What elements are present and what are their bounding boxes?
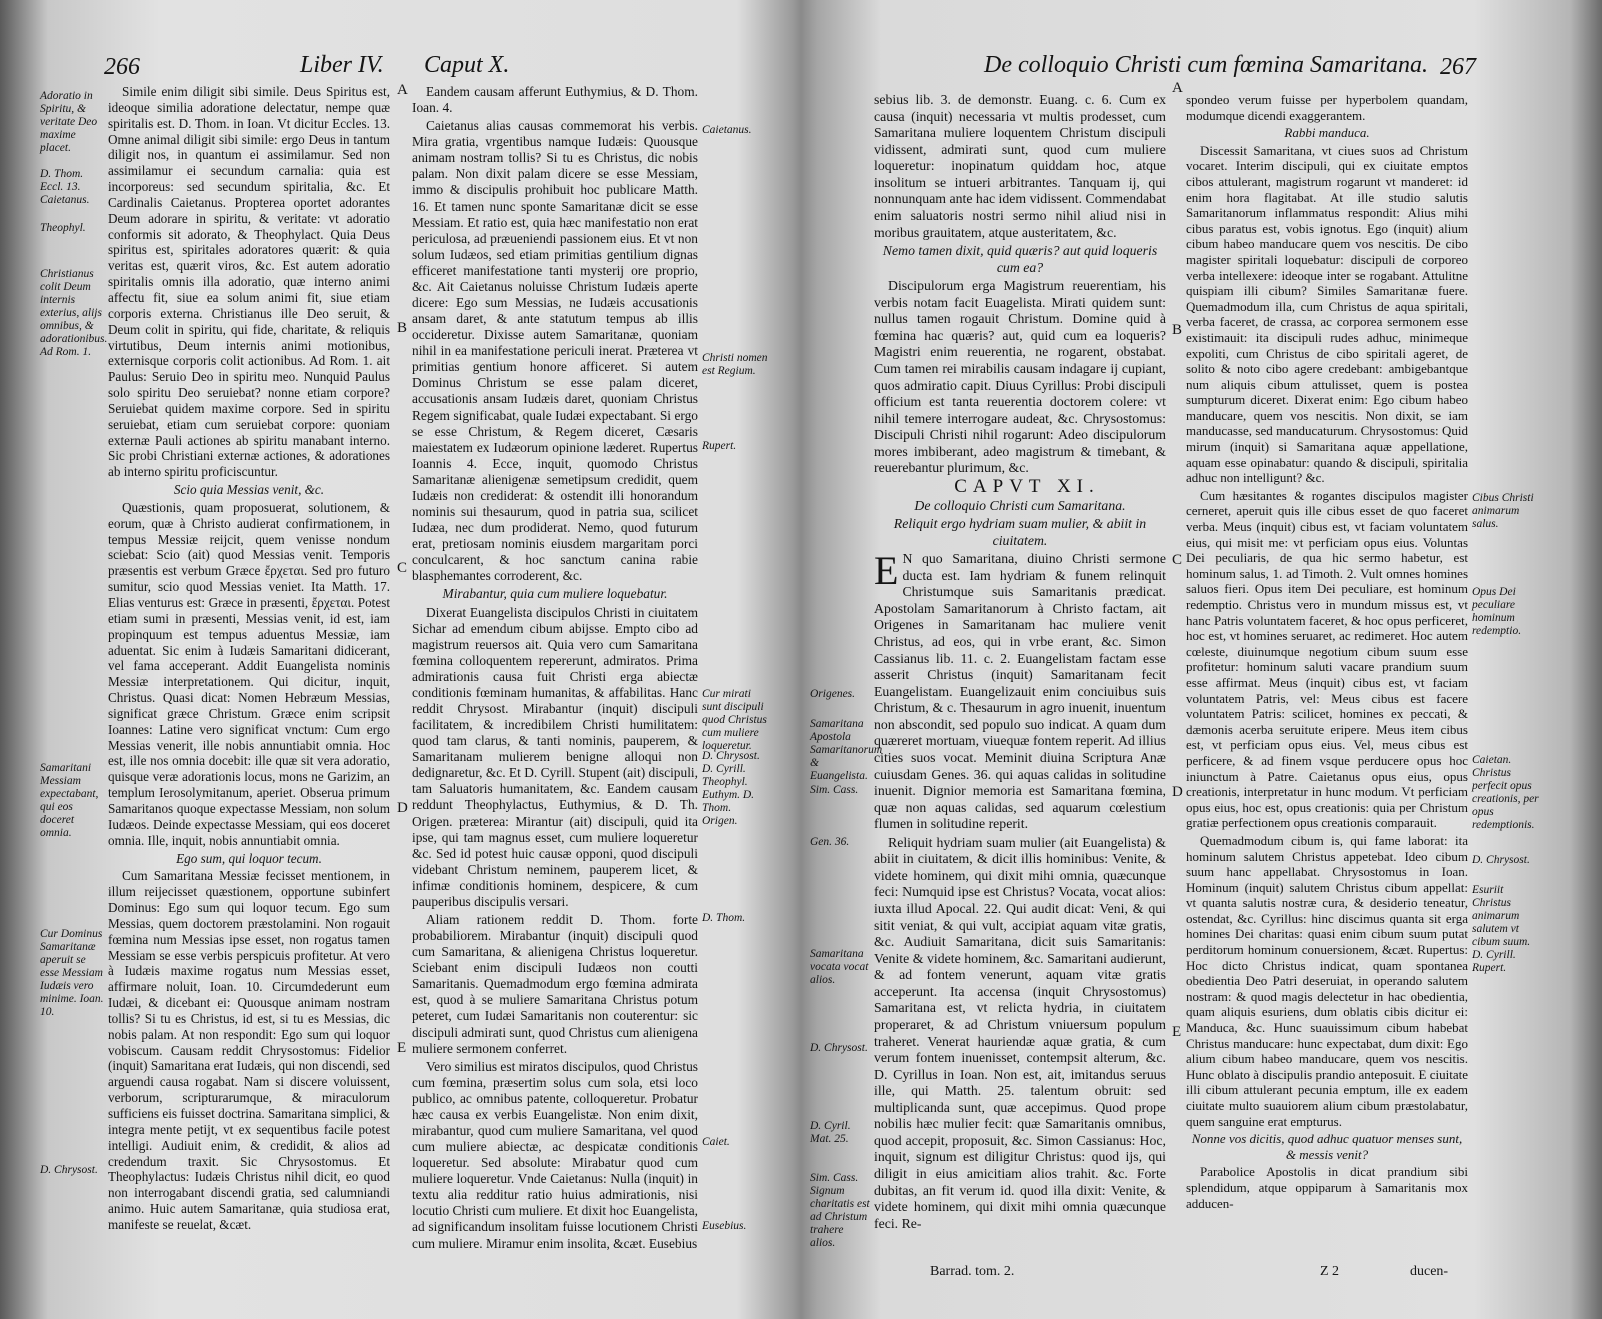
paragraph xyxy=(412,1059,698,1252)
paragraph xyxy=(1186,143,1468,486)
text: Discipulorum erga Magistrum reuerentiam, his verbis notam facit Euagelista. Mirati quidem sunt: nullus tamen rogauit Christum. Domine quid à fœmina hac quæris? aut, quid cum ea loqueris? Magistri enim reuerentia, ne rogarent, obstabat. Cum tamen rei mirabilis causam indagare ij cupiant, quos admiratio capit. Diuus Cyrillus: Probi discipuli officium est tanta reuerentia doctorem colere: vt nihil temere interrogare audeat, &c. Chrysostomus: Discipuli Christi nihil rogarunt: Adeo discipulorum mores imbiberant, adeo magistrum & timebant, & reuerebantur plurimum, &c. xyxy=(874,278,1166,476)
paragraph xyxy=(1186,488,1468,831)
left-page xyxy=(0,0,790,1319)
text: Quemadmodum cibum is, qui fame laborat: ita hominum salutem Christus appetebat. Ideo cibum suum hanc appellabat. Chrysostomus in Ioan. Hominum (inquit) salutem Christus cibum appellat: vt quanta salutis nostræ cura, & desiderio teneatur, ostendat, &c. Cyrillus: hinc discimus quanta sit erga homines Dei charitas: quasi enim cibum suum putat perditorum hominum conuersionem, &cæt. Rupertus: Hoc dicto Christus indicat, quam spontanea obedientia Deo Patri deseruiat, in operando salutem nostram: & quod magis delectetur in hac obedientia, quam aliquis esuriens, dum oblatis cibis dicitur ei: Manduca, &c. Hunc suauissimum cibum habebat Christus manducare: hunc expectabat, dum dixit: Ego alium cibum habeo manducare, quem vos nescitis. Hunc oblato à discipulis prandio anteposuit. E ciuitate illi cibum attulerant pecunia emptum, ille ex eadem ciuitate multo suauiorem alium cibum præstolabatur, quem sanguine erat empturus. xyxy=(1186,832,1468,1129)
paragraph xyxy=(1186,1164,1468,1211)
margin-note: Christianus colit Deum internis exterius, alijs omnibus, & adorationibus. Ad Rom. 1. xyxy=(40,268,108,358)
section-letter: D xyxy=(397,800,408,816)
margin-note: Caietan. Christus perfecit opus creationis, per opus redemptionis. xyxy=(1472,754,1539,831)
text-column-inner xyxy=(874,92,1166,1234)
paragraph xyxy=(874,278,1166,477)
margin-note: Sim. Cass. Signum charitatis est ad Christum trahere alios. xyxy=(810,1172,870,1249)
margin-note: Samaritani Messiam expectabant, qui eos doceret omnia. xyxy=(40,762,99,839)
text-column-inner xyxy=(412,84,698,1254)
quire-mark: Z 2 xyxy=(1320,1264,1340,1279)
margin-note: Sim. Cass. xyxy=(810,784,859,796)
section-heading xyxy=(108,482,390,498)
text: Simile enim diligit sibi simile. Deus Spiritus est, ideoque similia adoratione delectatur, nempe quæ spiritalis est. D. Thom. in Ioan. Vt dicitur Eccles. 13. Omne animal diligit sibi simile: ergo Deus in tantum diligit nos, in quantum ei assimilamur. Sed non assimilamur ei secundum carnalia: quia est incorporeus: sed secundum spiritalia, &c. Et Cardinalis Caietanus. Propterea oportet adorantes Deum adorare in spiritu, & veritate: vt adoratio conformis sit adorato, & Theophylact. Quia Deus spiritus est, spiritales adoratores quærit: & quia veritas est, quærit viros, &c. Est autem adoratio spiritalis omnis illa adoratio, quæ interno animi affectu fit, siue ea solum animi fit, siue etiam corporis externa. Christianus ille Deo seruit, & Deum colit in spiritu, qui fide, charitate, & reliquis virtutibus, Deum internis animi motionibus, externisque corporis colit actionibus. Ad Rom. 1. ait Paulus: Seruio Deo in spiritu meo. Nunquid Paulus solo spiritu Deo seruiebat? nonne etiam corpore? Seruiebat quidem maxime corpore. Sed in spiritu seruiebat, etiam cum seruiebat corpore: quoniam externæ Pauli actiones ab spiritu manabant interno. Sic probi Christiani externæ actiones, & adorationes ab interno spiritu proficiscuntur. xyxy=(108,84,390,480)
margin-note: Opus Dei peculiare hominum redemptio. xyxy=(1472,586,1522,637)
text: De colloquio Christi cum Samaritana. xyxy=(914,497,1126,513)
margin-note: Christi nomen est Regium. xyxy=(702,352,768,377)
page-number: 267 xyxy=(1440,54,1476,80)
margin-note: Origenes. xyxy=(810,688,856,700)
text: Aliam rationem reddit D. Thom. forte probabiliorem. Mirabantur (inquit) discipuli quod cum Samaritana, & alienigena Christus loqueretur. Sciebant enim discipuli Iudæos non coutti Samaritanis. Quemadmodum ergo fœmina admirata est, quod à se muliere Samaritana Christus potum peteret, cum Iudæi Samaritanis non couterentur: sic discipuli admirati sunt, quod Christus cum alienigena muliere sermonem conferret. xyxy=(412,911,698,1056)
text: Ego sum, qui loquor tecum. xyxy=(176,850,322,866)
section-heading xyxy=(412,586,698,602)
section-heading xyxy=(874,498,1166,515)
text: Reliquit ergo hydriam suam mulier, & abiit in ciuitatem. xyxy=(893,516,1147,548)
paragraph xyxy=(1186,92,1468,123)
margin-note: D. Chrysost. xyxy=(40,1164,98,1176)
text: Vero similius est miratos discipulos, quod Christus cum fœmina, præsertim solus cum sola, etsi loco publico, ac omnibus patente, colloqueretur. Probatur hæc causa ex verbis Euangelistæ. Non enim dixit, mirabantur, quod cum muliere Samaritana, vel quod cum muliere abiectæ, ac despicatæ conditionis loqueretur. Sed absolute: Mirabatur quod cum muliere loqueretur. Vnde Caietanus: Nulla (inquit) in textu alia redditur ratio huius admirationis, nisi locutio Christi cum muliere. Et dixit hoc Euangelista, ad significandum insolitam fuisse locutionem Christi cum muliere. Miramur enim insolita, &cæt. Eusebius xyxy=(412,1058,698,1251)
text: Dixerat Euangelista discipulos Christi in ciuitatem Sichar ad emendum cibum abijsse. Empto cibo ad magistrum reuersos ait. Quia vero cum Samaritana fœmina colloquentem repererunt, admiratos. Prima admirationis causa fuit Christi erga abiectæ conditionis fœminam humanitas, & affabilitas. Hanc reddit Chrysost. Mirabantur (inquit) discipuli facilitatem, & incredibilem Christi humilitatem: quod tam clarus, & tanti nominis, pauperem, & Samaritanam mulierem benigne alloqui non dedignaretur, &c. Et D. Cyrill. Stupent (ait) discipuli, tam Saluatoris humanitatem, &c. Eandem causam reddunt Theophylactus, Euthymius, & D. Th. Origen. præterea: Mirantur (ait) discipuli, quid ita ipse, qui tam magnus esset, cum muliere loqueretur &c. Sed id potest huic causæ opponi, quod discipuli videbant Christum neminem, pauperem licet, & infimæ conditionis hominem, despicere, & cum pauperibus discipulis versari. xyxy=(412,604,698,909)
section-heading xyxy=(108,851,390,867)
margin-note: Cur mirati sunt discipuli quod Christus cum muliere loqueretur. xyxy=(702,688,767,752)
paragraph xyxy=(874,92,1166,241)
section-letter: B xyxy=(1172,322,1183,338)
margin-note: Adoratio in Spiritu, & veritate Deo maxime placet. xyxy=(40,90,98,154)
margin-note: Cur Dominus Samaritanæ aperuit se esse Messiam Iudæis vero minime. Ioan. 10. xyxy=(40,928,104,1018)
text: Reliquit hydriam suam mulier (ait Euangelista) & abiit in ciuitatem, & dicit illis hominibus: Venite, & videte hominem, qui dixit mihi omnia, quæcunque feci: Numquid ipse est Christus? Vocata, vocat alios: iuxta illud Apocal. 22. Qui audit dicat: Veni, & qui sitit veniat, & qui vult, accipiat aquam vitæ gratis, &c. Audiuit Samaritana, dicit suis Samaritanis: Venite & videte hominem, &c. Samaritani audierunt, & ad fontem venerunt, aquam vitæ gratis acceperunt. Ita accensa (inquit Chrysostomus) Samaritana est, vt relicta hydria, in ciuitatem properaret, & ad Christum vniuersum populum traheret. Venerat hauriendæ aquæ gratia, & cum verum fontem inuenisset, contempsit alterum, &c. D. Cyrillus in Ioan. Non est, ait, imitandus seruus ille, qui Matth. 25. talentum obruit: sed multiplicanda sunt, quæ accepimus. Quod prope nobilis hæc mulier fecit: quæ Samaritanis omnibus, quod accepit, proposuit, &c. Simon Cassianus: Hoc, inquit, signum est diligitur Christus: quod ijs, qui diligit in eius amicitiam alios trahit. &c. Forte dubitas, an fit verum id. quod illa dixit: Venite, & videte hominem, qui dixit mihi omnia quæcunque feci. Re- xyxy=(874,834,1166,1231)
text: spondeo verum fuisse per hyperbolem quandam, modumque dicendi exaggerantem. xyxy=(1186,92,1468,123)
section-letter: A xyxy=(397,82,408,98)
text: Mirabantur, quia cum muliere loquebatur. xyxy=(442,586,668,602)
text: Discessit Samaritana, vt ciues suos ad Christum vocaret. Interim discipuli, qui ex ciuitate emptos cibos attulerant, magistrum rogarunt vt manderet: id enim hora flagitabat. At ille studio salutis Samaritanorum inflammatus respondit: Alius mihi cibus paratus est, vobis ignotus. Ego (inquit) alium cibum habeo manducare quem vos nescitis. De cibo magister spiritali loquebatur: discipuli de corporeo verba intellexere: ideoque inter se rogabant. Attulitne quispiam illi cibum? Similes Samaritanæ fuere. Quemadmodum illa, cum Christus de aqua spiritali, verba faceret, de crassa, ac corporea sermonem esse existimauit: ita discipuli rudes adhuc, minimeque expoliti, cum Christus de cibo spiritali ageret, de solito & noto cibo agere credebant: ambigebantque num aliquis cibum attulisset, quem is postea sumpturum diceret. Dixerat enim: Ego cibum habeo manducare, quem vos nescitis. Non dixit, se iam manducasse, sed manducaturum. Chrysostomus: Quid mirum (inquit) si Samaritana aquæ appellatione, aquam esse opinabatur: quando & discipuli, spiritalia adhuc non intelligunt? &c. xyxy=(1186,142,1468,486)
margin-note: Cibus Christi animarum salus. xyxy=(1472,492,1534,530)
text: Scio quia Messias venit, &c. xyxy=(173,482,325,498)
margin-note: D. Thom. Eccl. 13. Caietanus. xyxy=(40,168,90,206)
text: Eandem causam afferunt Euthymius, & D. Thom. Ioan. 4. xyxy=(412,84,698,116)
text: Caietanus alias causas commemorat his verbis. Mira gratia, vrgentibus namque Iudæis: Quousque animam nostram tollis? Si tu es Christus, dic nobis palam. Non dixit palam dicere se esse Messiam, immo & discipulis prohibuit hoc publicare Matth. 16. Et tamen nunc sponte Samaritanæ dicit se esse Messiam. Et ratio est, quia hæc manifestatio non erat periculosa, ad præueniendi passionem eius. Et vt non solum Iudæos, sed etiam primitias gentilium dignas efficeret manifestatione tanti mysterij ore proprio, &c. Ait Caietanus noluisse Christum Iudæis aperte dicere: Ego sum Messias, ne Iudæis accusationis ansam daret, & ante statutum tempus ab illis occideretur. Dixisse autem Samaritanæ, quoniam nihil in ea manifestatione periculi inerat. Præterea vt primitias gentium honore afficeret. Si autem Dominus Christum se esse palam diceret, accusationis ansam Iudæis daret, quoniam Christus Regem significabat, quale Iudæi expectabant. Si ergo se esse Christum, & Regem diceret, Cæsaris maiestatem ex Iudæorum opinione læderet. Rupertus Ioannis 4. Ecce, inquit, quomodo Christus Samaritanæ alienigenæ semetipsum credidit, quem Iudæis non crediderat: & ostendit illi honorandum nominis sui thesaurum, quod in patria sua, scilicet Iudæa, nec dum prodiderat. Nemo, quod futurum erat, pretiosam nominis eiusdem margaritam porci conculcarent, & hoc sanctum canina rabie blasphemantes corroderent, &c. xyxy=(412,118,698,584)
text: N quo Samaritana, diuino Christi sermone ducta est. Iam hydriam & funem relinquit Christumque suis Samaritanis prædicat. Apostolam Samaritanorum à Christo factam, ait Origenes in Samaritanam hac muliere venit Christus, ad eos, qui in vrbe erant, &c. Simon Cassianus lib. 11. c. 2. Euangelistam factam esse asserit Christus (inquit) Samaritanam fecit Euangelistam. Euangelizauit enim conciuibus suis Christum, & c. Thesaurum in agro inuenit, inuentum non abscondit, sed populo suo indicat. A quam dum quæreret mortuam, viuequæ fontem reperit. Ad illius cities suos vocat. Meminit diuina Scriptura Anæ cuiusdam Genes. 36. qui aquas calidas in solitudine inuenit. Dignior memoria est Samaritana fœmina, quæ non aquas calidas, sed aquarum cœlestium flumen in solitudine reperit. xyxy=(874,551,1166,832)
section-heading xyxy=(874,243,1166,276)
margin-note: D. Chrysost. D. Cyrill. Theophyl. Euthym. D. Thom. Origen. xyxy=(702,750,760,827)
section-letter: B xyxy=(397,320,408,336)
text-column-outer xyxy=(1186,92,1468,1213)
text: CAPVT XI. xyxy=(954,475,1100,497)
margin-note: Caiet. xyxy=(702,1136,730,1148)
paragraph xyxy=(1186,833,1468,1129)
section-letter: C xyxy=(397,560,408,576)
chapter-heading xyxy=(874,475,1166,497)
paragraph xyxy=(108,868,390,1232)
margin-note: D. Thom. xyxy=(702,912,746,924)
running-head-book: Liber IV. xyxy=(300,52,384,78)
text: Nonne vos dicitis, quod adhuc quatuor menses sunt, & messis venit? xyxy=(1191,1131,1463,1162)
catchword: ducen- xyxy=(1410,1264,1449,1279)
margin-note: Theophyl. xyxy=(40,222,86,234)
text: Cum hæsitantes & rogantes discipulos magister cerneret, aperuit quis ille cibus esset de quo faceret verba. Meus (inquit) cibus est, vt faciam voluntatem eius, qui misit me: vt perficiam opus eius. Voluntas Dei peculiaris, de qua hic sermo habetur, est hominum salus, 1. ad Timoth. 2. Vult omnes homines saluos fieri. Opus item Dei peculiare, est hominum redemptio. Christus vero in mundum missus est, vt hanc Patris voluntatem faceret, & hoc opus perficeret, hoc est, vt homines seruaret, ac redimeret. Hoc autem cœleste, diuinumque negotium cibum suum esse profitetur: hominum saluti vacare prandium suum esse affirmat. Meus (inquit) cibus est, vt faciam voluntatem Patris, vel: Meus cibus est facere voluntatem Patris: scilicet, homines ex peccati, & dæmonis acerba seruitute eripere. Meus item cibus est, vt perficiam opus eius. Vel, meus cibus est perficere, & ad finem vsque perducere opus hoc iniunctum à Patre. Caietanus opus eius, opus creationis, interpretatur in hunc modum. Vt perficiam opus eius, hoc est, opus creationis: quia per Christum gratiæ perfectionem opus creationis comparauit. xyxy=(1186,487,1468,831)
right-page xyxy=(800,0,1602,1319)
page-number: 266 xyxy=(104,54,140,80)
signature-note: Barrad. tom. 2. xyxy=(930,1264,1015,1279)
section-letter: E xyxy=(1172,1024,1182,1040)
paragraph xyxy=(874,548,1166,833)
paragraph xyxy=(412,118,698,584)
section-heading xyxy=(1186,125,1468,141)
margin-note: Caietanus. xyxy=(702,124,752,136)
margin-note: Esuriit Christus animarum salutem vt cibum suum. D. Cyrill. Rupert. xyxy=(1472,884,1531,974)
paragraph xyxy=(108,84,390,480)
text: Parabolice Apostolis in dicat prandium sibi splendidum, atque oppiparum à Samaritanis mox adducen- xyxy=(1186,1164,1468,1211)
margin-note: Gen. 36. xyxy=(810,836,850,848)
text: Nemo tamen dixit, quid quæris? aut quid loqueris cum ea? xyxy=(882,243,1158,275)
running-head-chapter: Caput X. xyxy=(424,52,510,78)
drop-cap: E xyxy=(874,548,899,594)
text: sebius lib. 3. de demonstr. Euang. c. 6. Cum ex causa (inquit) necessaria vt multis prodesset, cum Samaritana muliere loquentem Christum discipuli vidissent, admirati sunt, quod cum muliere loqueretur: inopinatum quiddam hoc, atque insolitum se intueri arbitrantes. Tanquam ij, qui nonnunquam ante hac idem vidissent. Commendabat enim saluatoris nostri sermo nihil aliud nisi in moribus grauitatem, atque austeritatem, &c. xyxy=(874,92,1166,240)
section-heading xyxy=(874,516,1166,549)
margin-note: Samaritana vocata vocat alios. xyxy=(810,948,869,986)
paragraph xyxy=(874,835,1166,1233)
running-head: De colloquio Christi cum fœmina Samaritana. xyxy=(984,52,1428,78)
paragraph xyxy=(108,500,390,849)
margin-note: Eusebius. xyxy=(702,1220,747,1232)
paragraph xyxy=(412,605,698,910)
text: Rabbi manduca. xyxy=(1284,125,1370,141)
margin-note: Samaritana Apostola Samaritanorum & Euangelista. xyxy=(810,718,883,782)
section-letter: C xyxy=(1172,552,1183,568)
text: Cum Samaritana Messiæ fecisset mentionem, in illum reijecisset quæstionem, opportune subinfert Dominus: Ego sum qui loquor tecum. Ego sum Messias, quem doctorem præstolamini. Non rogauit fœmina num Messias ipse esset, non rogatus tamen Messiam se esse verbis perspicuis profitetur. At vero à Iudæis maxime rogatus num Messias esset, affirmare noluit, Ioan. 10. Circumdederunt eum Iudæi, & dicebant ei: Quousque animam nostram tollis? Si tu es Christus, id est, si tu es Messias, dic nobis palam. At non respondit: Ego sum qui loquor vobiscum. Causam reddit Chrysostomus: Fidelior (inquit) Samaritana erat Iudæis, qui non discendi, sed arguendi causa rogabat. Nam si discere voluissent, verborum, scripturarumque, & miraculorum sufficiens eis fuisset doctrina. Samaritana simplici, & integra mente petijt, vt ex sequentibus facile potest intelligi. Audiuit enim, & credidit, & alios ad credendum traxit. Sic Chrysostomus. Et Theophylactus: Iudæis Christus nihil dicit, eo quod non interrogabant discendi gratia, sed calumniandi animo. Huic autem Samaritanæ, quia studiosa erat, manifeste se reuelat, &cæt. xyxy=(108,868,390,1232)
paragraph xyxy=(412,84,698,116)
section-heading xyxy=(1186,1131,1468,1162)
margin-note: D. Chrysost. xyxy=(1472,854,1530,866)
section-letter: E xyxy=(397,1040,407,1056)
section-letter: D xyxy=(1172,784,1183,800)
paragraph xyxy=(412,912,698,1057)
text-column-outer xyxy=(108,84,390,1235)
margin-note: Rupert. xyxy=(702,440,737,452)
margin-note: D. Cyril. Mat. 25. xyxy=(810,1120,851,1145)
text: Quæstionis, quam proposuerat, solutionem, & eorum, quæ à Christo audierat confirmationem, in tempus Messiæ reijcit, quem venisse nondum sciebat: Scio (ait) quod Messias venit. Temporis præsentis est verbum Græce ἔρχεται. Sed pro futuro sumitur, scio quod Messias veniet. Ita Matth. 17. Elias venturus est: Græce in præsenti, ἔρχεται. Potest etiam sumi in præsenti, Messias venit, id est, iam propinquum est tempus aduentus Messiæ, iam aduentat. Sic enim à Iudæis Samaritani didicerant, vel fama acceperant. Addit Euangelista nominis Messiæ interpretationem. Qui dicitur, inquit, Christus. Quasi dicat: Nomen Hebræum Messias, significat græce Christum. Græce enim scripsit Ioannes: Latine vero significat vnctum: Cum ergo Messias venerit, ille nobis annuntiabit omnia. Hoc est, ille nos omnia docebit: ille quæ sit vera adoratio, quisque veræ adorationis locus, mons ne Garizim, an templum Ierosolymitanum, aperiet. Obserua primum Samaritanos quoque expectasse Messiam, non solum Iudæos. Deinde expectasse Messiam, qui eos doceret omnia. Ille, inquit, nobis annuntiabit omnia. xyxy=(108,499,390,848)
section-letter: A xyxy=(1172,80,1183,96)
margin-note: D. Chrysost. xyxy=(810,1042,868,1054)
